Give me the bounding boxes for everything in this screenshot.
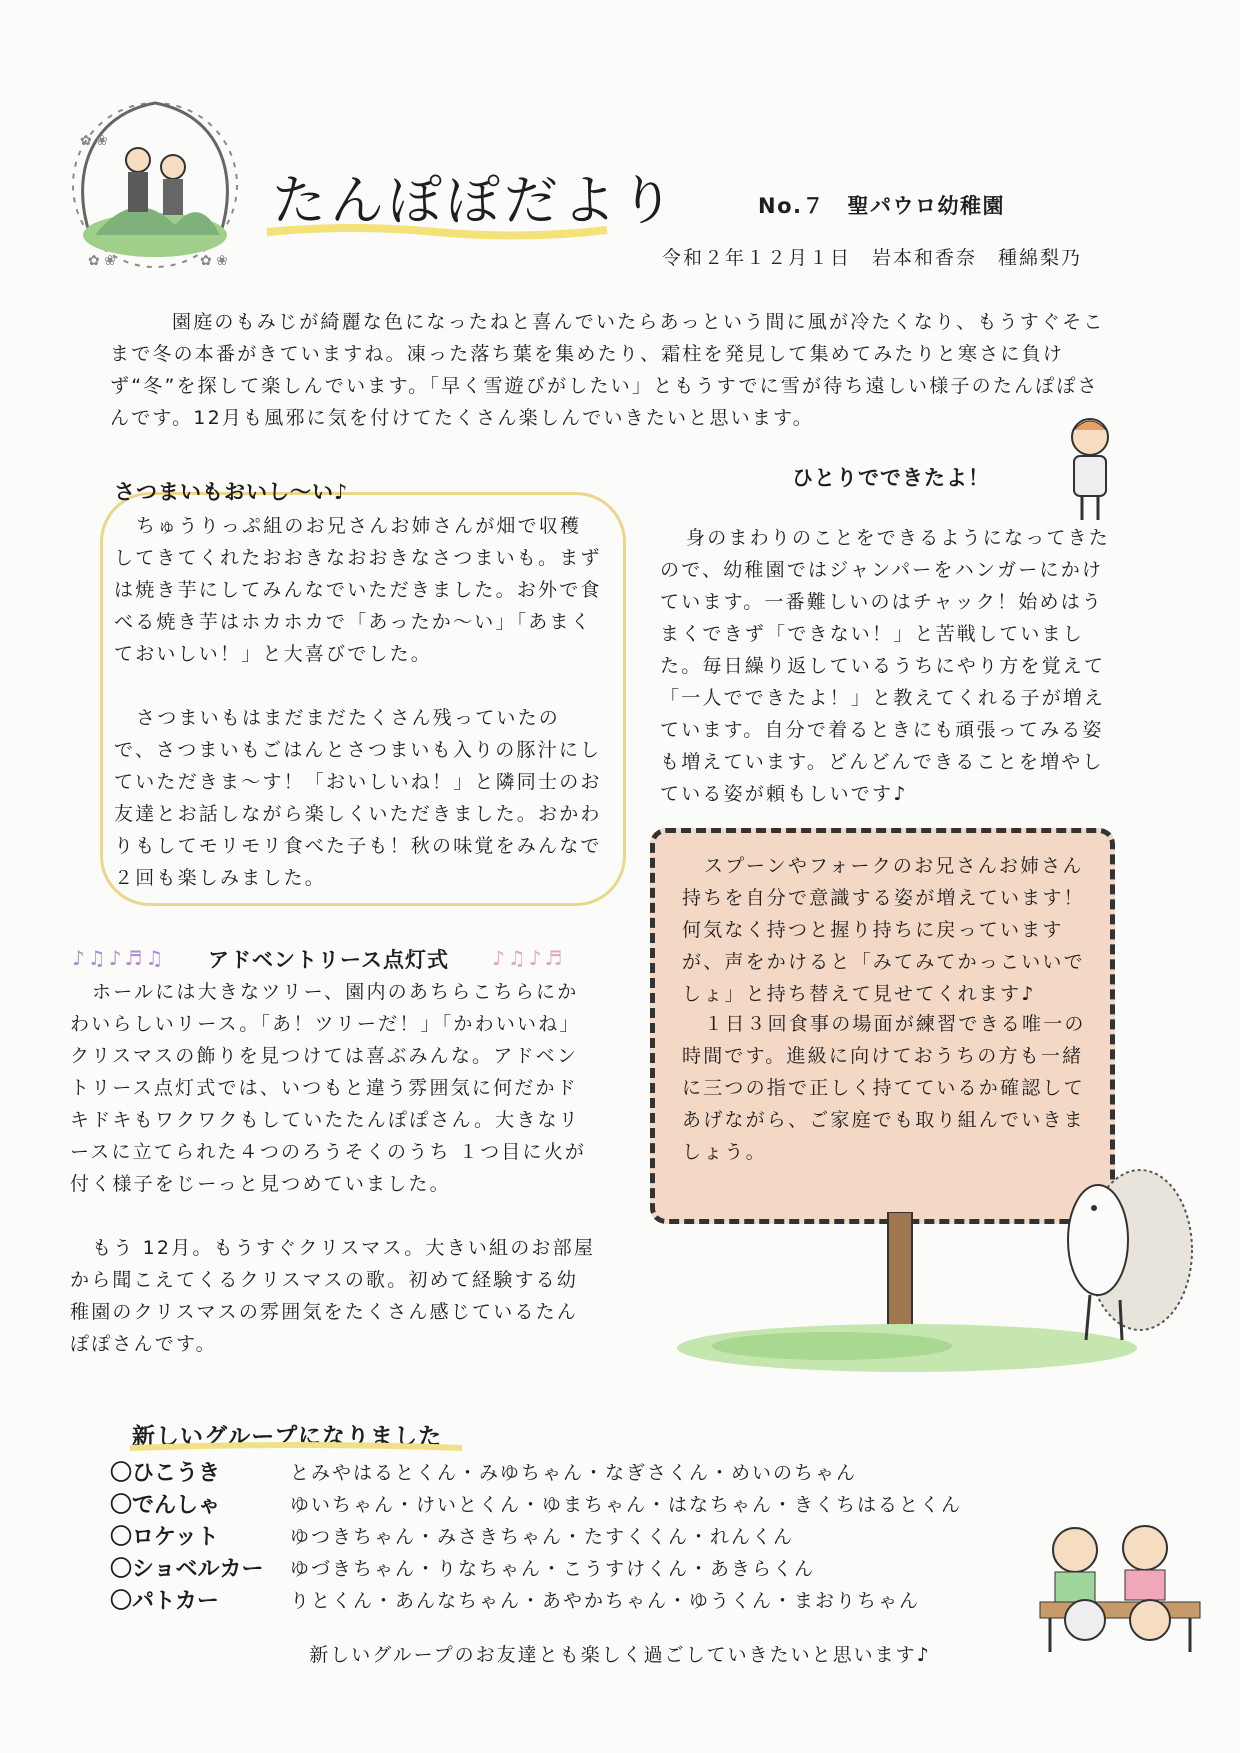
music-notes-icon: ♪♫♪♬♫ <box>72 946 167 970</box>
date-authors: 令和２年１２月１日 岩本和香奈 種綿梨乃 <box>662 247 1083 269</box>
group-label: 〇ロケット <box>110 1525 219 1550</box>
group-members: ゆづきちゃん・りなちゃん・こうすけくん・あきらくん <box>290 1558 816 1580</box>
hedgehog-illustration <box>1050 1150 1200 1350</box>
closing-message: 新しいグループのお友達とも楽しく過ごしていきたいと思います♪ <box>309 1644 931 1666</box>
hitori-paragraph: 身のまわりのことをできるようになってきたので、幼稚園ではジャンパーをハンガーにかけています。一番難しいのはチャック！始めはうまくできず「できない！」と苦戦していました。毎日繰り返しているうちにやり方を覚えて「一人でできたよ！」と教えてくれる子が増えています。自分で着るときにも頑張ってみる姿も増えています。どんどんできることを増やしている姿が頼もしいです♪ <box>660 527 1111 805</box>
newsletter-title: たんぽぽだより <box>272 169 678 232</box>
sweet-potato-paragraph-2: さつまいもはまだまだたくさん残っていたので、さつまいもごはんとさつまいも入りの豚汁にしていただきま～す！「おいしいね！」と隣同士のお友達とお話しながら楽しくいただきました。おかわりもしてモリモリ食べた子も！秋の味覚をみんなで２回も楽しみました。 <box>114 707 602 889</box>
children-table-illustration <box>1030 1520 1210 1655</box>
advent-heading: アドベントリース点灯式 <box>208 948 449 972</box>
groups-heading-underline <box>126 1440 466 1454</box>
svg-text:✿ ❀: ✿ ❀ <box>200 253 228 269</box>
sweet-potato-heading: さつまいもおいし～い♪ <box>114 480 349 504</box>
group-label: 〇パトカー <box>110 1589 219 1614</box>
group-label: 〇ショベルカー <box>110 1557 264 1582</box>
hitori-heading: ひとりでできたよ！ <box>792 466 990 490</box>
header-illustration <box>50 85 260 275</box>
group-label: 〇でんしゃ <box>110 1493 221 1518</box>
intro-paragraph: 園庭のもみじが綺麗な色になったねと喜んでいたらあっという間に風が冷たくなり、もうすぐそこまで冬の本番がきていますね。凍った落ち葉を集めたり、霜柱を発見して集めてみたりと寒さに負けず“冬”を探して楽しんでいます。「早く雪遊びがしたい」ともうすでに雪が待ち遠しい様子のたんぽぽさんです。12月も風邪に気を付けてたくさん楽しんでいきたいと思います。 <box>110 311 1105 429</box>
title-underline <box>262 222 612 242</box>
sign-paragraph-2: １日３回食事の場面が練習できる唯一の時間です。進級に向けておうちの方も一緒に三つの指で正しく持てているか確認してあげながら、ご家庭でも取り組んでいきましょう。 <box>682 1013 1086 1163</box>
groups-heading: 新しいグループになりました <box>132 1424 443 1450</box>
group-label: 〇ひこうき <box>110 1461 221 1486</box>
issue-number: No.７ 聖パウロ幼稚園 <box>758 194 1005 218</box>
svg-text:✿ ❀: ✿ ❀ <box>80 133 108 149</box>
sweet-potato-paragraph-1: ちゅうりっぷ組のお兄さんお姉さんが畑で収穫してきてくれたおおきなおおきなさつまいも。まずは焼き芋にしてみんなでいただきました。お外で食べる焼き芋はホカホカで「あったか～い」「あまくておいしい！」と大喜びでした。 <box>114 515 602 665</box>
svg-text:✿ ❀: ✿ ❀ <box>88 253 116 269</box>
group-members: りとくん・あんなちゃん・あやかちゃん・ゆうくん・まおりちゃん <box>290 1590 921 1612</box>
advent-paragraph-2: もう 12月。もうすぐクリスマス。大きい組のお部屋から聞こえてくるクリスマスの歌。初めて経験する幼稚園のクリスマスの雰囲気をたくさん感じているたんぽぽさんです。 <box>70 1237 596 1355</box>
group-members: とみやはるとくん・みゆちゃん・なぎさくん・めいのちゃん <box>290 1462 858 1484</box>
group-members: ゆいちゃん・けいとくん・ゆまちゃん・はなちゃん・きくちはるとくん <box>290 1494 963 1516</box>
advent-paragraph-1: ホールには大きなツリー、園内のあちらこちらにかわいらしいリース。「あ！ツリーだ！」「かわいいね」クリスマスの飾りを見つけては喜ぶみんな。アドベントリース点灯式では、いつもと違う雰囲気に何だかドキドキもワクワクもしていたたんぽぽさん。大きなリースに立てられた４つのろうそくのうち １つ目に火が付く様子をじーっと見つめていました。 <box>70 981 587 1195</box>
group-members: ゆつきちゃん・みさきちゃん・たすくくん・れんくん <box>290 1526 795 1548</box>
sign-paragraph-1: スプーンやフォークのお兄さんお姉さん持ちを自分で意識する姿が増えています！何気なく持つと握り持ちに戻っていますが、声をかけると「みてみてかっこいいでしょ」と持ち替えて見せてくれます♪ <box>682 855 1085 1005</box>
child-illustration <box>1050 412 1130 527</box>
music-notes-icon: ♪♫♪♬ <box>492 946 566 970</box>
